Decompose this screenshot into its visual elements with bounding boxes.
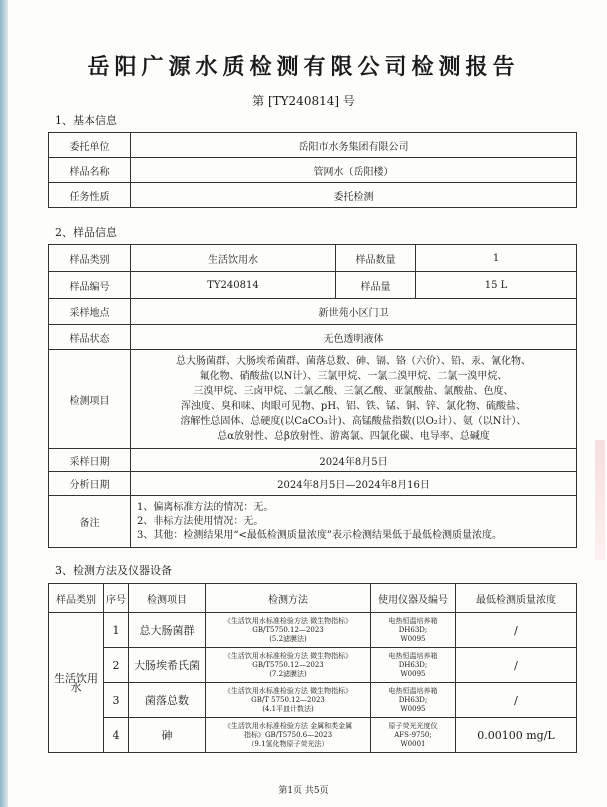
report-number: 第 [TY240814] 号 — [252, 94, 355, 108]
label: 采样日期 — [49, 449, 131, 472]
table-row — [49, 718, 577, 753]
label: 任务性质 — [49, 183, 131, 208]
no: 4 — [104, 718, 129, 753]
method: 《生活饮用水标准检验方法 微生物指标》 GB/T5750.12—2023 (5.2滤膜法) — [206, 613, 371, 648]
items-line: 浑浊度、臭和味、肉眼可见物、pH、铝、铁、锰、铜、锌、氯化物、硫酸盐、 — [180, 401, 527, 412]
table-row — [49, 158, 577, 183]
instrument: 电热恒温培养箱 DH63D; W0095 — [371, 613, 456, 648]
method: 《生活饮用水标准检验方法 微生物指标》 GB/T5750.12—2023 (7.2滤膜法) — [206, 648, 371, 683]
amount-value: 15 L — [416, 272, 577, 299]
header: 样品类别 — [49, 584, 104, 613]
category-cell: 生活饮用水 — [49, 613, 104, 753]
no: 2 — [104, 648, 129, 683]
limit: 0.00100 mg/L — [456, 718, 577, 753]
code-value: TY240814 — [131, 272, 336, 299]
remark-line: 2、非标方法使用情况：无。 — [137, 515, 264, 527]
scan-edge — [0, 0, 8, 807]
label: 样品编号 — [49, 272, 131, 299]
client-value: 岳阳市水务集团有限公司 — [131, 133, 577, 158]
label: 样品数量 — [336, 245, 416, 272]
remark-line: 3、其他：检测结果用“<最低检测质量浓度”表示检测结果低于最低检测质量浓度。 — [137, 529, 502, 541]
table-row — [49, 613, 577, 648]
remark-line: 1、偏离标准方法的情况：无。 — [137, 501, 274, 513]
label: 样品状态 — [49, 325, 131, 350]
seal-stamp-fragment — [595, 440, 605, 560]
label: 分析日期 — [49, 472, 131, 496]
instrument: 电热恒温培养箱 DH63D; W0095 — [371, 648, 456, 683]
table-row — [49, 683, 577, 718]
label: 备注 — [49, 496, 131, 548]
no: 3 — [104, 683, 129, 718]
sample-info-table — [48, 244, 577, 548]
test-items — [131, 350, 577, 449]
qty-value: 1 — [416, 245, 577, 272]
items-line: 总大肠菌群、大肠埃希菌群、菌落总数、砷、镉、铬（六价）、铅、汞、氰化物、 — [176, 356, 531, 367]
label: 样品量 — [336, 272, 416, 299]
items-line: 氟化物、硝酸盐(以N计）、三氯甲烷、一氯二溴甲烷、二氯一溴甲烷、 — [199, 371, 508, 382]
no: 1 — [104, 613, 129, 648]
state-value: 无色透明液体 — [131, 325, 577, 350]
table-row — [49, 648, 577, 683]
table-row — [49, 133, 577, 158]
remarks — [131, 496, 577, 548]
item: 大肠埃希氏菌 — [129, 648, 206, 683]
method: 《生活饮用水标准检验方法 金属和类金属 指标》GB/T5750.6—2023 （9.1氢化物原子荧光法） — [206, 718, 371, 753]
header: 最低检测质量浓度 — [456, 584, 577, 613]
items-line: 总α放射性、总β放射性、游离氯、四氯化碳、电导率、总碱度 — [217, 431, 490, 442]
limit: / — [456, 613, 577, 648]
method: 《生活饮用水标准检验方法 微生物指标》 GB/T 5750.12—2023 (4.1平皿计数法) — [206, 683, 371, 718]
site-value: 新世苑小区门卫 — [131, 299, 577, 325]
basic-info-table — [48, 132, 577, 208]
items-line: 三溴甲烷、三卤甲烷、二氯乙酸、三氯乙酸、亚氯酸盐、氯酸盐、色度、 — [193, 386, 514, 397]
instrument: 原子荧光光度仪 AFS-9750; W0001 — [371, 718, 456, 753]
page-footer: 第1页 共5页 — [278, 786, 329, 796]
label: 样品名称 — [49, 158, 131, 183]
header: 检测方法 — [206, 584, 371, 613]
section-methods-heading: 3、检测方法及仪器设备 — [55, 564, 172, 577]
label: 样品类别 — [49, 245, 131, 272]
instrument: 电热恒温培养箱 DH63D; W0095 — [371, 683, 456, 718]
header: 序号 — [104, 584, 129, 613]
sample-date-value: 2024年8月5日 — [131, 449, 577, 472]
header: 检测项目 — [129, 584, 206, 613]
section-basic-info-heading: 1、基本信息 — [55, 114, 117, 127]
label: 委托单位 — [49, 133, 131, 158]
header: 使用仪器及编号 — [371, 584, 456, 613]
report-title: 岳阳广源水质检测有限公司检测报告 — [87, 55, 520, 80]
category-value: 生活饮用水 — [131, 245, 336, 272]
label: 采样地点 — [49, 299, 131, 325]
limit: / — [456, 648, 577, 683]
label: 检测项目 — [49, 350, 131, 449]
item: 菌落总数 — [129, 683, 206, 718]
item: 总大肠菌群 — [129, 613, 206, 648]
task-type-value: 委托检测 — [131, 183, 577, 208]
methods-table — [48, 583, 577, 753]
limit: / — [456, 683, 577, 718]
item: 砷 — [129, 718, 206, 753]
table-row — [49, 183, 577, 208]
items-line: 溶解性总固体、总硬度(以CaCO₃计)、高锰酸盐指数(以O₂计）、氨（以N计）、 — [180, 416, 527, 427]
section-sample-info-heading: 2、样品信息 — [55, 226, 117, 239]
sample-name-value: 管网水（岳阳楼） — [131, 158, 577, 183]
analysis-date-value: 2024年8月5日—2024年8月16日 — [131, 472, 577, 496]
